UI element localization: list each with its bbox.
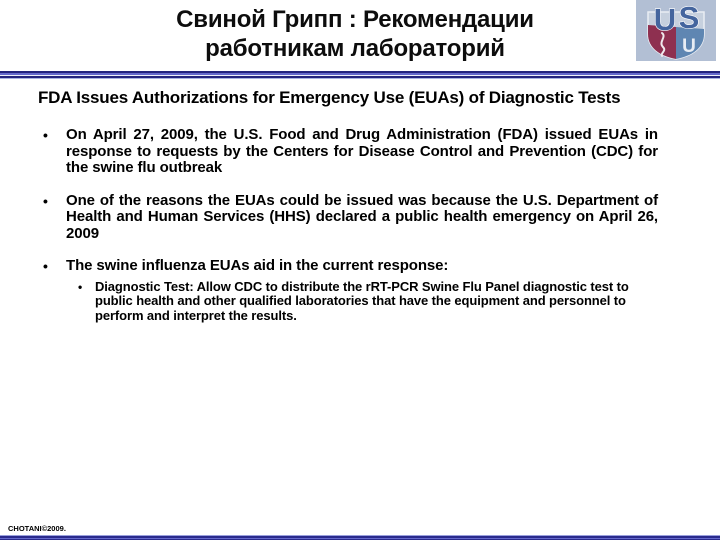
usu-shield-logo <box>636 0 716 61</box>
body-heading: FDA Issues Authorizations for Emergency Use (EUAs) of Diagnostic Tests <box>38 88 621 107</box>
list-item <box>75 280 660 324</box>
list-item <box>38 258 658 275</box>
bullet-text: On April 27, 2009, the U.S. Food and Drug Administration (FDA) issued EUAs in response to requests by the Centers for Disease Control and Prevention (CDC) for the swine flu outbreak <box>66 126 658 176</box>
bullet-icon: • <box>43 127 48 143</box>
slide-title-line-2: работникам лабораторий <box>205 35 505 62</box>
bottom-border <box>0 535 720 540</box>
sub-bullet-list <box>75 280 658 324</box>
logo-letter-s: S <box>678 0 700 35</box>
header-divider <box>0 71 720 79</box>
list-item <box>38 193 658 243</box>
footer-credit: CHOTANI©2009. <box>8 524 66 533</box>
divider-stripe <box>0 78 720 79</box>
bullet-text: One of the reasons the EUAs could be issued was because the U.S. Department of Health and Human Services (HHS) declared a public health emergency on April 26, 2009 <box>66 191 658 242</box>
bullet-text: The swine influenza EUAs aid in the current response: <box>66 257 449 274</box>
bullet-icon: • <box>43 258 48 274</box>
list-item <box>38 127 658 177</box>
sub-bullet-text: Diagnostic Test: Allow CDC to distribute the rRT-PCR Swine Flu Panel diagnostic test to public health and other qualified laboratories that have the equipment and personnel to perform and interpret the results. <box>95 278 629 323</box>
shield-icon <box>636 0 716 61</box>
slide-title-line-1: Свиной Грипп : Рекомендации <box>176 6 534 33</box>
bullet-list <box>38 127 658 275</box>
bullet-icon: • <box>78 279 83 294</box>
slide-title <box>40 5 670 63</box>
shield-small-letter-u: U <box>682 36 696 57</box>
slide-body <box>38 88 658 323</box>
bullet-icon: • <box>43 192 48 209</box>
logo-letter-u: U <box>653 2 677 37</box>
